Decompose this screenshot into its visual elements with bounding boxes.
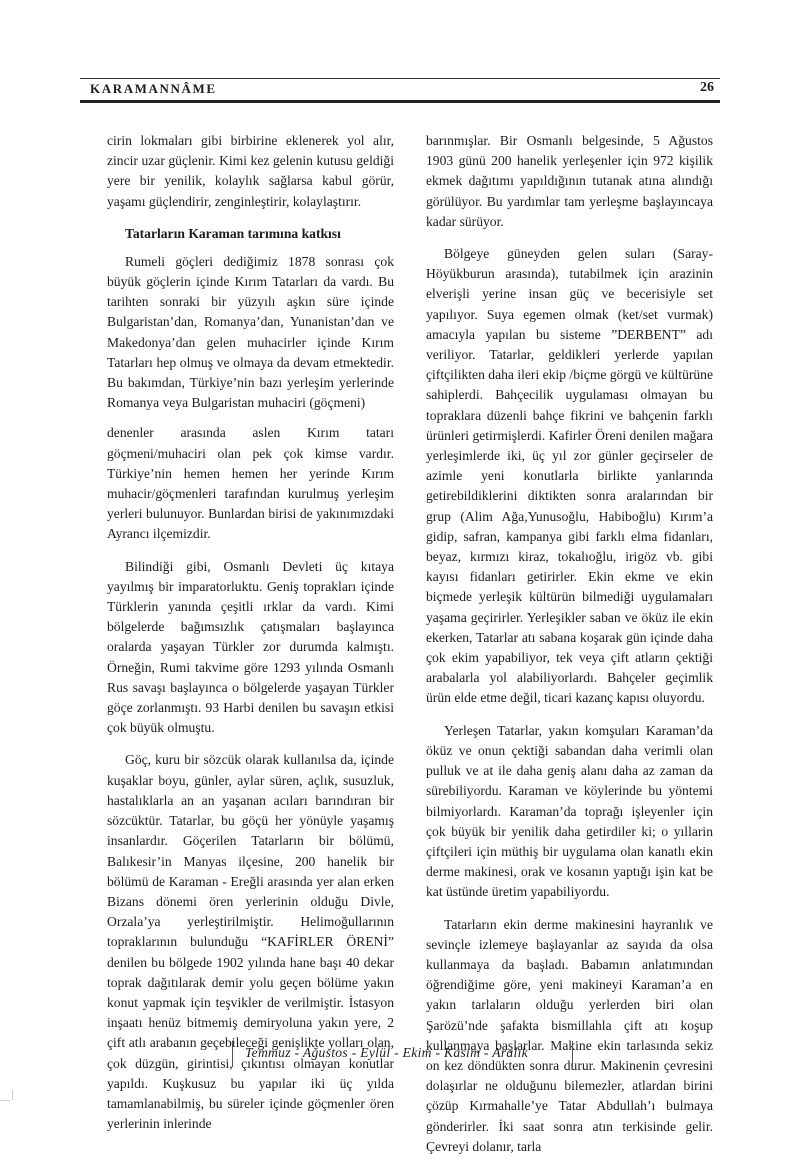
journal-title: KARAMANNÂME — [90, 81, 217, 96]
page-number: 26 — [700, 80, 714, 95]
paragraph: denenler arasında aslen Kırım tatarı göçmeni/muhaciri olan pek çok kimse vardır. Türkiye’nin hemen hemen her yerinde Kırım muhacir/göçmenleri tarafından kurulmuş yerleşim yerleri bulunuyor. Bunlardan birisi de yakınımızdaki Ayrancı ilçemizdir. — [107, 425, 394, 542]
paragraph: barınmışlar. Bir Osmanlı belgesinde, 5 Ağustos 1903 günü 200 hanelik yerleşenler için 972 kişilik ekmek dağıtımı yapıldığının tutanak atına alındığı görülüyor. Bu yardımlar tam yerleşme başlayıncaya kadar sürüyor. — [426, 133, 713, 229]
section-heading: Tatarların Karaman tarımına katkısı — [125, 225, 341, 241]
footer-issue-months: Temmuz - Ağustos - Eylül - Ekim - Kasım - Aralık — [245, 1045, 528, 1060]
crop-mark — [0, 1100, 10, 1101]
left-column — [107, 131, 394, 1146]
paragraph: Yerleşen Tatarlar, yakın komşuları Karaman’da öküz ve onun çektiği sabandan daha verimli olan pulluk ve at ile daha geniş alanı daha az zaman da sürebiliyordu. Karaman ve köylerinde bu yöntemi bilmiyorlardı. Karaman’da toprağı işleyenler için çok büyük bir yenilik daha getirdiler ki; o yıllarin çiftçileri için müthiş bir uygulama olan kanatlı ekin derme makinesi, orak ve kosanın yaptığı işin kat be kat üstünde üretim yapabiliyordu. — [426, 722, 713, 900]
footer-divider-right — [572, 1041, 573, 1067]
header-rule — [80, 100, 720, 103]
footer-divider-left — [232, 1041, 233, 1067]
paragraph: Rumeli göçleri dediğimiz 1878 sonrası çok büyük göçlerin içinde Kırım Tatarları da vardı. Bu tarihten sonraki bir yüzyılı aşkın süre içinde Bulgaristan’dan, Romanya’dan, Yunanistan’dan ve Makedonya’dan gelen muhacirler içinde Kırım Tatarları hep olmuş ve olmaya da devam etmektedir. Bu bakımdan, Türkiye’nin bazı yerleşim yerlerinde Romanya veya Bulgaristan muhaciri (göçmeni) — [107, 253, 394, 411]
paragraph: cirin lokmaları gibi birbirine eklenerek yol alır, zincir uzar güçlenir. Kimi kez gelenin kutusu geldiği yere bir yenilik, kolaylık sağlarsa kabul görür, yaşamı güçlendirir, zenginleştirir, kolaylaştırır. — [107, 133, 394, 209]
crop-mark — [12, 1090, 13, 1100]
paragraph: Göç, kuru bir sözcük olarak kullanılsa da, içinde kuşaklar boyu, günler, aylar süren, açlık, susuzluk, hastalıklarla an an yaşanan acıları barındıran bir sözcüktür. Tatarlar, bu göçü her yönüyle yaşamış insanlardır. Göçerilen Tatarların bir bölümü, Balıkesir’in Manyas ilçesine, 200 hanelik bir bölümü de Karaman - Ereğli arasında yer alan erken Bizans dönemi ören yerlerinin olduğu Divle, Orzala’ya yerleştirilmiştir. Helimoğullarının topraklarının bulunduğu “KAFİRLER ÖRENİ” denilen bu bölgede 1902 yılında hane başı 40 dekar toprak dağıtılarak demir yolu geçen bölüme yakın konut yapmak için teşvikler de verilmiştir. İstasyon inşaatı henüz bitmemiş demiryoluna yakın yere, 2 çift atlı arabanın geçebileceği genişlikte yolları olan, çok düzgün, girintisi, çıkıntısı olmayan konutlar yapıldı. Kuşkusuz bu yapılar iki üç yılda tamamlanabilmiş, bu süreler içinde göçmenler ören yerlerinin inlerinde — [107, 752, 394, 1132]
paragraph: Tatarların ekin derme makinesini hayranlık ve sevinçle izlemeye başlayanlar az sayıda da olsa kullanmaya da başladı. Babamın anlatımından öğrendiğime göre, yeni makineyi Karaman’a en yakın tarlaların olduğu yerlerden biri olan Şarözü’nde şafakta bismillahla çift atı koşup kullanmaya başlarlar. Makine ekin tarlasında sekiz on kez döndükten sonra durur. Makinenin çevresini dolaşırlar ne olduğunu bilemezler, atlardan birini çözüp Kırmahalle’ye Tatar Abdullah’ı bulmaya gönderirler. İki saat sonra atın terkisinde gelir. Çevreyi dolanır, tarla — [426, 916, 713, 1154]
right-column — [426, 131, 713, 1169]
paragraph: Bilindiği gibi, Osmanlı Devleti üç kıtaya yayılmış bir imparatorluktu. Geniş toprakları içinde Türklerin yanında çeşitli ırklar da vardı. Kimi bölgelerde bağımsızlık çatışmaları başlayınca oralarda yaşayan Türkler zor durumda kalmıştı. Örneğin, Rumi takvime göre 1293 yılında Osmanlı Rus savaşı başlayınca o bölgelerde yaşayan Türkler göçe zorlanmıştı. 93 Harbi denilen bu savaşın etkisi çok büyük olmuştu. — [107, 558, 394, 736]
paragraph: Bölgeye güneyden gelen suları (Saray-Höyükburun arasında), tutabilmek için arazinin elverişli yerine insan güç ve becerisiyle set yapılıyor. Suya egemen olmak (ket/set vurmak) amacıyla yapılan bu sisteme ”DERBENT” adı veriliyor. Tatarlar, geldikleri yerlerde yapılan çiftçilikten daha ileri ekip /biçme görgü ve kültürüne sahiplerdi. Bahçecilik uygulaması olmayan bu topraklara düzenli bahçe fikrini ve bahçenin farklı ürünleri getirmişlerdi. Kafirler Öreni denilen mağara yerleşimlerde iki, üç yıl zor günler geçirseler de azimle yeni konutlarla birlikte yanlarında getirebildiklerini diktikten sonra aralarından bir grup (Alim Ağa,Yunusoğlu, Habiboğlu) Kırım’a gidip, safran, kampanya gibi farklı elma fidanları, beyaz, kırmızı kiraz, tokalıoğlu, irigöz vb. gibi kayısı fidanları getirirler. Ekin ekme ve ekin biçmede yerleşik kültürün bilmediği uygulamaları yaşama geçirirler. Yerleşikler saban ve öküz ile ekin ekerken, Tatarlar atı sabana koşarak gün içinde daha çok ekim yapabiliyor, tek veya çift atların çektiği arabalarla yol alabiliyorlardı. Bahçeler geçimlik ürün elde etme değil, ticari kazanç kapısı oluyordu. — [426, 246, 714, 706]
header-top-line — [80, 78, 720, 79]
